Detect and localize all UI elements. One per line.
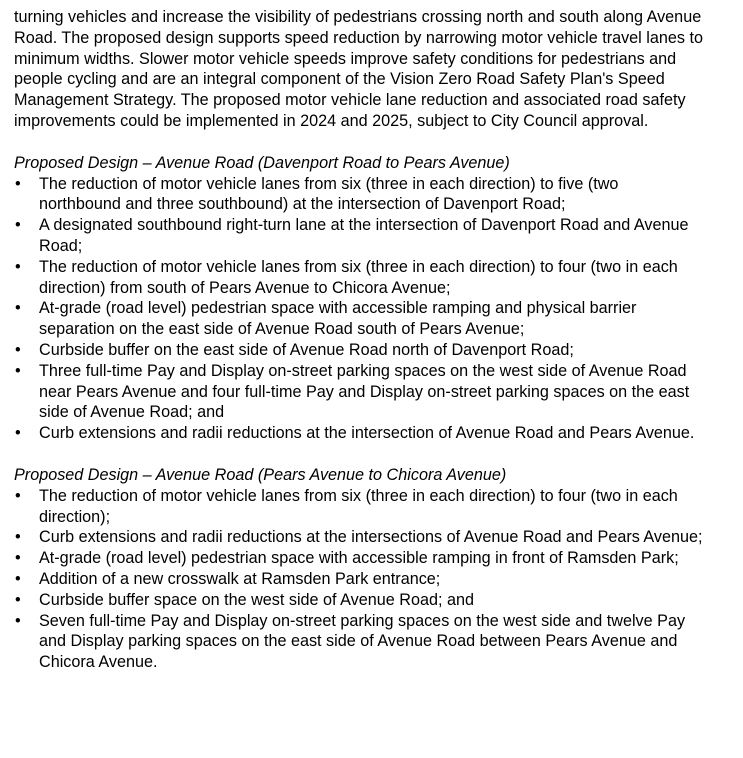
list-item-text: Curbside buffer space on the west side of Avenue Road; and [39, 590, 474, 609]
list-item-text: Three full-time Pay and Display on-street parking spaces on the west side of Avenue Road near Pears Avenue and four full-time Pay and Display on-street parking spaces on the east side of Avenue Road; and [39, 361, 690, 422]
paragraph-spacer [14, 132, 729, 153]
list-item [14, 590, 704, 611]
bullet-icon: • [15, 299, 21, 318]
list-item-text: Seven full-time Pay and Display on-street parking spaces on the west side and twelve Pay and Display parking spaces on the east side of Avenue Road between Pears Avenue and Chicora Avenue. [39, 611, 686, 672]
list-item-text: At-grade (road level) pedestrian space with accessible ramping and physical barrier separation on the east side of Avenue Road south of Pears Avenue; [39, 299, 637, 339]
bullet-list-pears-to-chicora [14, 486, 729, 673]
bullet-icon: • [15, 216, 21, 235]
list-item [14, 423, 704, 444]
paragraph-spacer [14, 444, 729, 465]
bullet-icon: • [15, 569, 21, 588]
section-heading-davenport-to-pears: Proposed Design – Avenue Road (Davenport Road to Pears Avenue) [14, 153, 510, 172]
list-item [14, 527, 704, 548]
bullet-icon: • [15, 424, 21, 443]
list-item [14, 298, 704, 340]
list-item-text: Curb extensions and radii reductions at the intersection of Avenue Road and Pears Avenue. [39, 424, 695, 443]
intro-paragraph: turning vehicles and increase the visibility of pedestrians crossing north and south along Avenue Road. The proposed design supports speed reduction by narrowing motor vehicle travel lanes to minimum widths. Slower motor vehicle speeds improve safety conditions for pedestrians and people cycling and are an integral component of the Vision Zero Road Safety Plan's Speed Management Strategy. The proposed motor vehicle lane reduction and associated road safety improvements could be implemented in 2024 and 2025, subject to City Council approval. [14, 8, 703, 130]
section-heading-pears-to-chicora: Proposed Design – Avenue Road (Pears Avenue to Chicora Avenue) [14, 465, 507, 484]
bullet-icon: • [15, 361, 21, 380]
list-item [14, 257, 704, 299]
bullet-icon: • [15, 486, 21, 505]
list-item-text: A designated southbound right-turn lane at the intersection of Davenport Road and Avenue Road; [39, 216, 689, 255]
list-item-text: The reduction of motor vehicle lanes from six (three in each direction) to four (two in each direction) from south of Pears Avenue to Chicora Avenue; [39, 257, 678, 297]
list-item-text: At-grade (road level) pedestrian space with accessible ramping in front of Ramsden Park; [39, 549, 679, 568]
list-item-text: Curb extensions and radii reductions at the intersections of Avenue Road and Pears Avenue; [39, 528, 703, 547]
list-item [14, 569, 704, 590]
list-item-text: Addition of a new crosswalk at Ramsden Park entrance; [39, 569, 441, 588]
bullet-list-davenport-to-pears [14, 174, 729, 444]
list-item-text: The reduction of motor vehicle lanes from six (three in each direction) to four (two in each direction); [39, 486, 678, 526]
list-item [14, 361, 704, 423]
list-item-text: The reduction of motor vehicle lanes from six (three in each direction) to five (two northbound and three southbound) at the intersection of Davenport Road; [39, 174, 619, 214]
list-item [14, 215, 704, 257]
bullet-icon: • [15, 257, 21, 276]
list-item [14, 340, 704, 361]
bullet-icon: • [15, 549, 21, 568]
bullet-icon: • [15, 611, 21, 630]
bullet-icon: • [15, 174, 21, 193]
list-item-text: Curbside buffer on the east side of Avenue Road north of Davenport Road; [39, 340, 574, 359]
bullet-icon: • [15, 528, 21, 547]
bullet-icon: • [15, 340, 21, 359]
bullet-icon: • [15, 590, 21, 609]
list-item [14, 611, 704, 673]
list-item [14, 174, 704, 216]
list-item [14, 548, 704, 569]
list-item [14, 486, 704, 528]
